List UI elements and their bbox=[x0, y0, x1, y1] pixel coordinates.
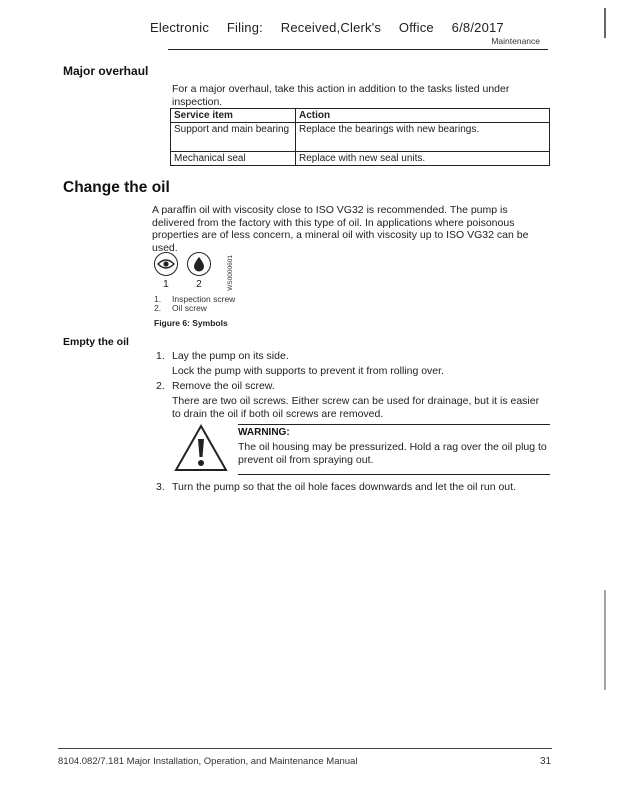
step-detail: Lock the pump with supports to prevent it from rolling over. bbox=[172, 365, 444, 377]
legend-inspection-screw: Inspection screw bbox=[172, 294, 236, 304]
legend-number: 1. bbox=[154, 294, 162, 304]
inspection-screw-eye-icon bbox=[154, 252, 178, 276]
warning-bottom-rule bbox=[238, 474, 550, 475]
step-detail: There are two oil screws. Either screw can be used for drainage, but it is easier to drain the oil if both oil screws are removed. bbox=[172, 395, 540, 420]
step-text: Turn the pump so that the oil hole faces downwards and let the oil run out. bbox=[172, 481, 516, 493]
warning-triangle-icon bbox=[174, 424, 228, 477]
figure-code: WS0000601 bbox=[227, 255, 234, 291]
table-header-action: Action bbox=[296, 109, 550, 123]
scan-edge-mark bbox=[604, 590, 606, 690]
table-cell: Support and main bearing bbox=[171, 123, 296, 152]
symbol-number: 2 bbox=[196, 278, 202, 290]
warning-top-rule bbox=[238, 424, 550, 425]
stamp-date: 6/8/2017 bbox=[451, 20, 504, 35]
step-text: Remove the oil screw. bbox=[172, 380, 275, 392]
stamp-electronic: Electronic bbox=[150, 20, 210, 35]
figure-caption: Figure 6: Symbols bbox=[154, 318, 228, 328]
stamp-office: Office bbox=[398, 20, 434, 35]
section-tag: Maintenance bbox=[491, 36, 540, 46]
step-text: Lay the pump on its side. bbox=[172, 350, 289, 362]
table-cell: Replace with new seal units. bbox=[296, 152, 550, 166]
header-rule bbox=[168, 49, 548, 50]
change-oil-heading: Change the oil bbox=[63, 179, 170, 196]
oil-screw-drop-icon bbox=[187, 252, 211, 276]
step-number: 1. bbox=[156, 350, 165, 362]
footer-text: 8104.082/7.181 Major Installation, Operation, and Maintenance Manual bbox=[58, 756, 358, 767]
warning-text: The oil housing may be pressurized. Hold a rag over the oil plug to prevent oil from spraying out. bbox=[238, 441, 547, 466]
table-header-service-item: Service item bbox=[171, 109, 296, 123]
legend-oil-screw: Oil screw bbox=[172, 303, 207, 313]
step-number: 2. bbox=[156, 380, 165, 392]
empty-oil-heading: Empty the oil bbox=[63, 336, 129, 348]
table-row bbox=[171, 152, 550, 166]
table-cell: Mechanical seal bbox=[171, 152, 296, 166]
stamp-received: Received,Clerk's bbox=[280, 20, 382, 35]
change-oil-body: A paraffin oil with viscosity close to ISO VG32 is recommended. The pump is delivered from the factory with this type of oil. In applications where poisonous properties are of less concern, a mineral oil with viscosity up to ISO VG32 can be used. bbox=[152, 204, 529, 254]
warning-label: WARNING: bbox=[238, 427, 290, 438]
legend-number: 2. bbox=[154, 303, 162, 313]
step-number: 3. bbox=[156, 481, 165, 493]
major-overhaul-intro: For a major overhaul, take this action in addition to the tasks listed under inspection. bbox=[172, 83, 510, 108]
table-row bbox=[171, 123, 550, 152]
footer-rule bbox=[58, 748, 552, 749]
scan-edge-mark bbox=[604, 8, 606, 38]
service-table bbox=[170, 108, 550, 166]
major-overhaul-heading: Major overhaul bbox=[63, 64, 149, 78]
symbol-number: 1 bbox=[163, 278, 169, 290]
table-cell: Replace the bearings with new bearings. bbox=[296, 123, 550, 152]
stamp-filing: Filing: bbox=[226, 20, 263, 35]
page-number: 31 bbox=[540, 756, 552, 767]
table-header-row bbox=[171, 109, 550, 123]
filing-stamp bbox=[150, 20, 518, 35]
